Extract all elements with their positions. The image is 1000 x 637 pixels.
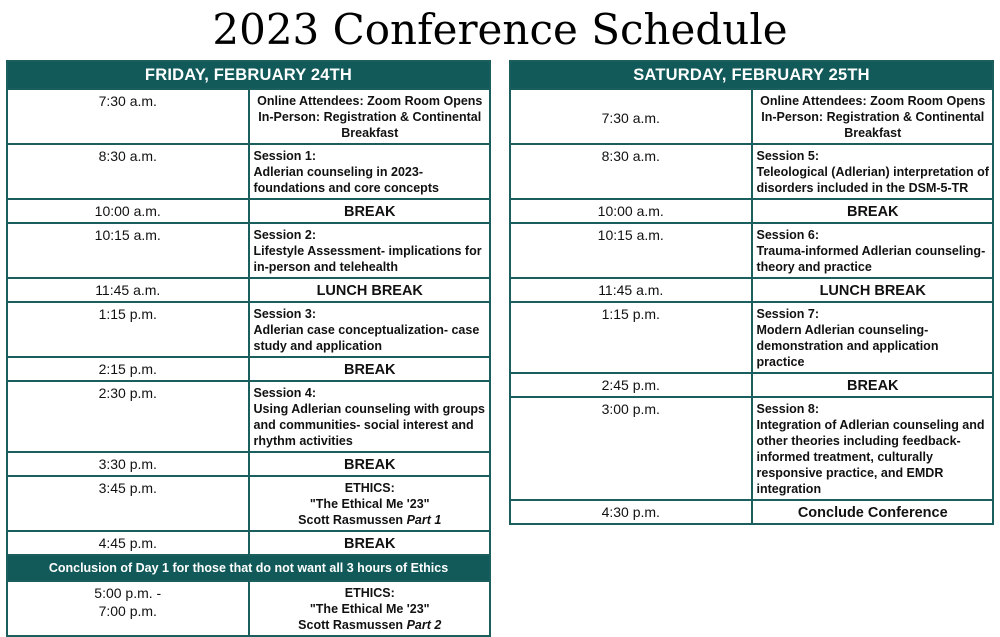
event-cell: [752, 89, 994, 144]
session-title: Session 3:: [253, 307, 317, 321]
table-row: [510, 89, 993, 144]
friday-table: [6, 60, 491, 637]
event-line: ETHICS:: [344, 586, 395, 600]
break-cell: BREAK: [752, 199, 994, 223]
part-label: Part 2: [406, 618, 442, 632]
break-cell: BREAK: [249, 199, 491, 223]
time-cell: 4:30 p.m.: [510, 500, 752, 524]
time-cell: 7:30 a.m.: [510, 89, 752, 144]
session-desc: Modern Adlerian counseling-demonstration and application practice: [756, 323, 939, 369]
time-end: 7:00 p.m.: [98, 603, 157, 619]
time-cell: 8:30 a.m.: [510, 144, 752, 199]
session-desc: Adlerian counseling in 2023- foundations and core concepts: [253, 165, 439, 195]
time-start: 5:00 p.m. -: [94, 585, 162, 601]
time-cell: 4:45 p.m.: [7, 531, 249, 555]
table-row: [510, 278, 993, 302]
time-cell: 11:45 a.m.: [7, 278, 249, 302]
session-title: Session 4:: [253, 386, 317, 400]
conclude-cell: Conclude Conference: [752, 500, 994, 524]
friday-header: FRIDAY, FEBRUARY 24TH: [7, 61, 490, 89]
speaker-name: Scott Rasmussen: [298, 513, 404, 527]
table-row: [7, 555, 490, 581]
session-title: Session 7:: [756, 307, 820, 321]
table-row: [510, 199, 993, 223]
table-row: [7, 357, 490, 381]
table-row: [7, 199, 490, 223]
saturday-schedule: [509, 60, 994, 525]
time-cell: 10:15 a.m.: [7, 223, 249, 278]
event-cell: [249, 89, 491, 144]
event-cell: [752, 302, 994, 373]
time-cell: 8:30 a.m.: [7, 144, 249, 199]
time-cell: 10:00 a.m.: [7, 199, 249, 223]
time-cell: 1:15 p.m.: [510, 302, 752, 373]
table-row: [510, 302, 993, 373]
event-line: In-Person: Registration & Continental Breakfast: [258, 110, 482, 140]
time-cell: 2:15 p.m.: [7, 357, 249, 381]
table-row: [510, 373, 993, 397]
table-row: [7, 476, 490, 531]
time-cell: 11:45 a.m.: [510, 278, 752, 302]
time-cell: 10:00 a.m.: [510, 199, 752, 223]
table-row: [7, 144, 490, 199]
time-cell: 2:30 p.m.: [7, 381, 249, 452]
speaker-name: Scott Rasmussen: [298, 618, 404, 632]
table-row: [7, 278, 490, 302]
event-cell: [249, 223, 491, 278]
session-desc: Using Adlerian counseling with groups and communities- social interest and rhythm activities: [253, 402, 485, 448]
time-cell: 10:15 a.m.: [510, 223, 752, 278]
event-cell: [752, 144, 994, 199]
break-cell: BREAK: [249, 531, 491, 555]
table-row: [7, 223, 490, 278]
session-desc: Teleological (Adlerian) interpretation of disorders included in the DSM-5-TR: [756, 165, 989, 195]
session-desc: Lifestyle Assessment- implications for in-person and telehealth: [253, 244, 482, 274]
event-line: Online Attendees: Zoom Room Opens: [257, 94, 483, 108]
event-line: In-Person: Registration & Continental Breakfast: [761, 110, 985, 140]
break-cell: BREAK: [752, 373, 994, 397]
part-label: Part 1: [406, 513, 442, 527]
time-cell: 3:45 p.m.: [7, 476, 249, 531]
saturday-header: SATURDAY, FEBRUARY 25TH: [510, 61, 993, 89]
event-line: [254, 512, 487, 528]
event-cell: [249, 581, 491, 636]
time-cell: 1:15 p.m.: [7, 302, 249, 357]
break-cell: LUNCH BREAK: [249, 278, 491, 302]
event-line: "The Ethical Me '23": [309, 497, 430, 511]
event-cell: [249, 144, 491, 199]
session-title: Session 8:: [756, 402, 820, 416]
time-cell: 3:30 p.m.: [7, 452, 249, 476]
session-desc: Integration of Adlerian counseling and other theories including feedback-informed treatment, culturally responsive practice, and EMDR integration: [756, 418, 985, 496]
event-cell: [249, 302, 491, 357]
event-line: Online Attendees: Zoom Room Opens: [760, 94, 986, 108]
saturday-table: [509, 60, 994, 525]
session-title: Session 1:: [253, 149, 317, 163]
session-desc: Adlerian case conceptualization- case study and application: [253, 323, 480, 353]
time-cell: [7, 581, 249, 636]
event-line: "The Ethical Me '23": [309, 602, 430, 616]
table-row: [510, 223, 993, 278]
session-title: Session 2:: [253, 228, 317, 242]
break-cell: BREAK: [249, 452, 491, 476]
table-row: [7, 531, 490, 555]
break-cell: LUNCH BREAK: [752, 278, 994, 302]
table-row: [510, 397, 993, 500]
session-title: Session 6:: [756, 228, 820, 242]
event-cell: [249, 381, 491, 452]
break-cell: BREAK: [249, 357, 491, 381]
table-row: [7, 89, 490, 144]
notice-banner: Conclusion of Day 1 for those that do not want all 3 hours of Ethics: [7, 555, 490, 581]
time-cell: 2:45 p.m.: [510, 373, 752, 397]
session-desc: Trauma-informed Adlerian counseling- theory and practice: [756, 244, 986, 274]
table-row: [7, 452, 490, 476]
event-cell: [249, 476, 491, 531]
table-row: [510, 144, 993, 199]
friday-schedule: [6, 60, 491, 637]
table-row: [7, 302, 490, 357]
event-line: ETHICS:: [344, 481, 395, 495]
event-cell: [752, 397, 994, 500]
table-row: [7, 381, 490, 452]
time-cell: 7:30 a.m.: [7, 89, 249, 144]
time-cell: 3:00 p.m.: [510, 397, 752, 500]
table-row: [510, 500, 993, 524]
event-line: [254, 617, 487, 633]
event-cell: [752, 223, 994, 278]
table-row: [7, 581, 490, 636]
page-title: 2023 Conference Schedule: [212, 5, 788, 54]
session-title: Session 5:: [756, 149, 820, 163]
